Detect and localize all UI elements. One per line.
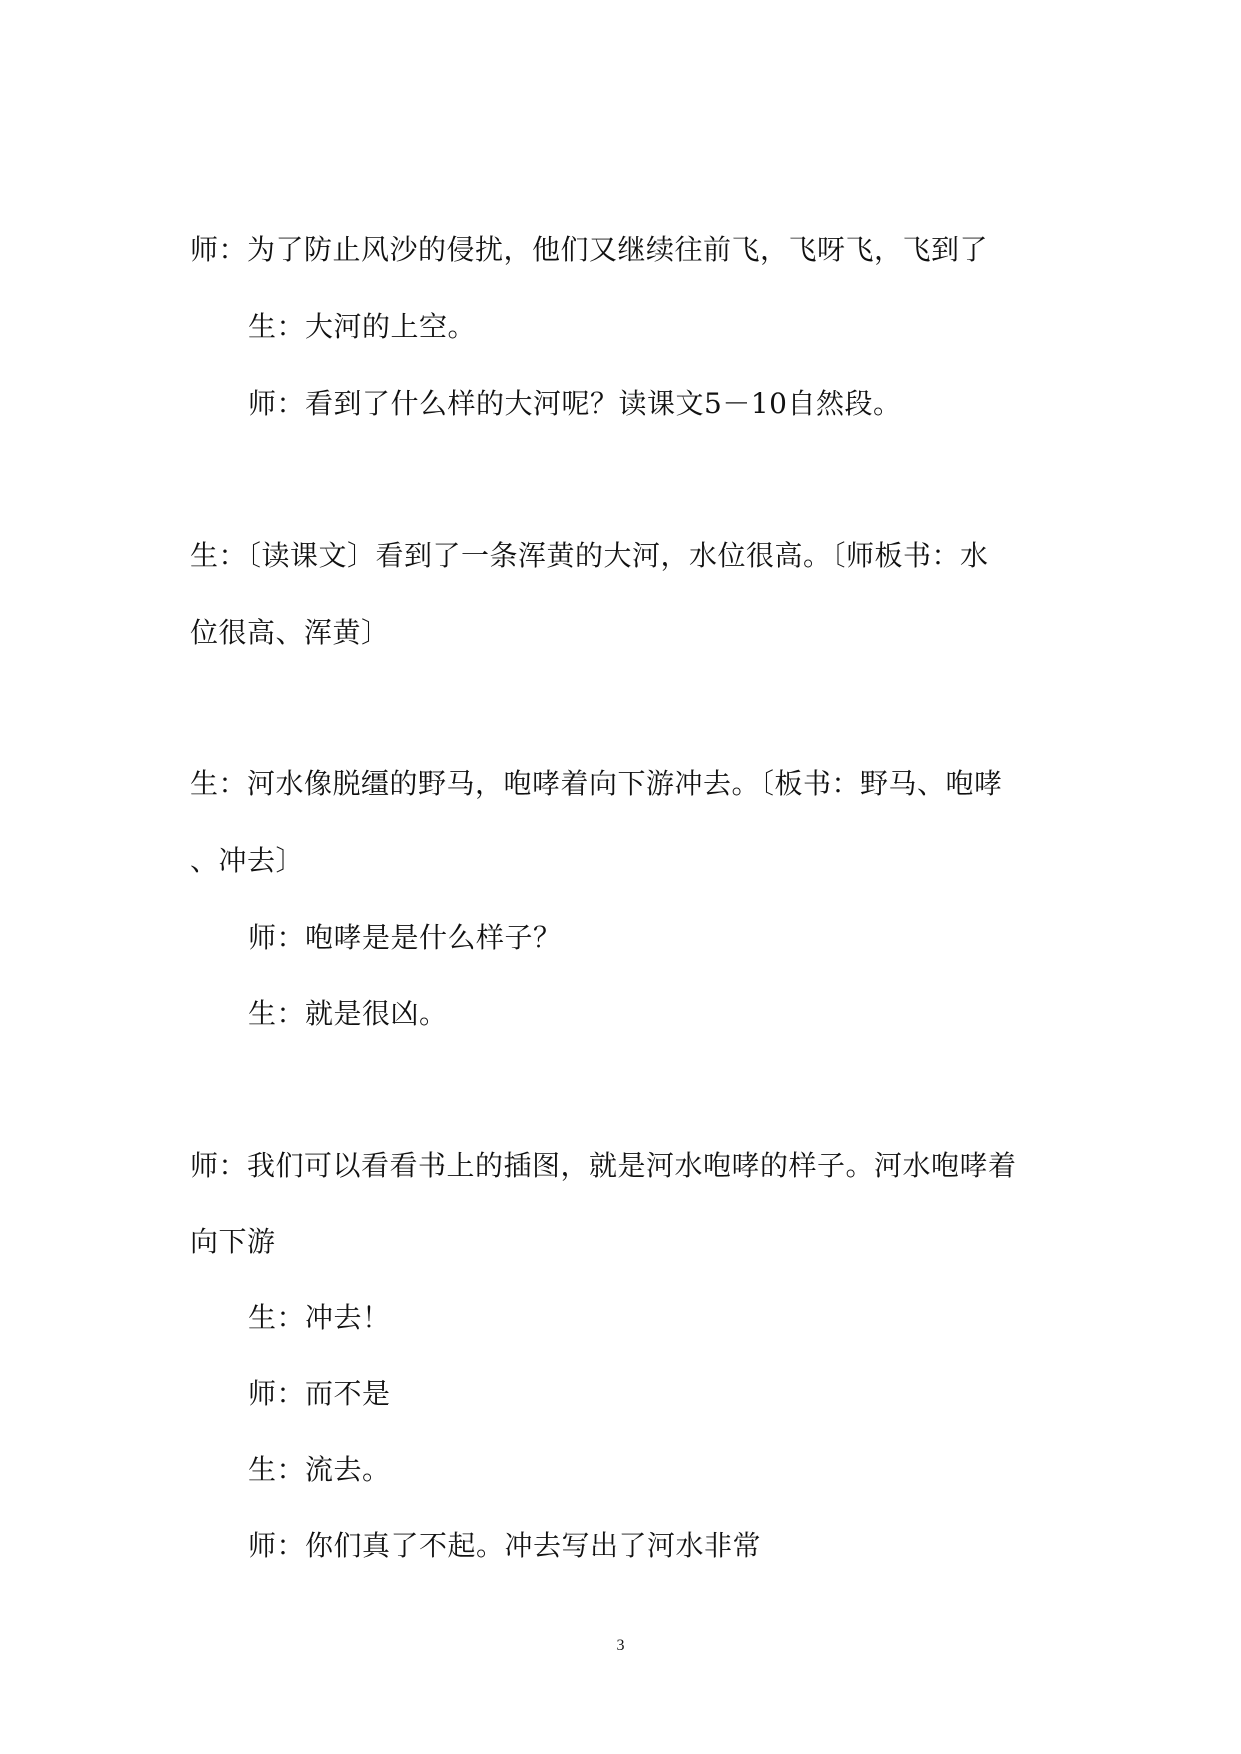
page-number: 3 xyxy=(616,1637,625,1654)
paragraph-line: 师：为了防止风沙的侵扰，他们又继续往前飞，飞呀飞，飞到了 xyxy=(190,233,989,266)
paragraph-line: 师：而不是 xyxy=(248,1377,391,1410)
paragraph-line: 师：咆哮是是什么样子？ xyxy=(248,921,562,954)
paragraph-line: 向下游 xyxy=(190,1225,276,1258)
paragraph-line: 生：冲去！ xyxy=(248,1301,391,1334)
paragraph-line: 师：看到了什么样的大河呢？读课文5－10自然段。 xyxy=(248,387,902,420)
paragraph-line: 生：河水像脱缰的野马，咆哮着向下游冲去。〔板书：野马、咆哮 xyxy=(190,767,1003,800)
paragraph-line: 生：〔读课文〕看到了一条浑黄的大河，水位很高。〔师板书：水 xyxy=(190,539,989,572)
paragraph-line: 师：我们可以看看书上的插图，就是河水咆哮的样子。河水咆哮着 xyxy=(190,1149,1017,1182)
paragraph-line: 生：就是很凶。 xyxy=(248,997,448,1030)
paragraph-line: 生：流去。 xyxy=(248,1453,391,1486)
paragraph-line: 生：大河的上空。 xyxy=(248,310,477,343)
paragraph-line: 师：你们真了不起。冲去写出了河水非常 xyxy=(248,1529,762,1562)
paragraph-line: 位很高、浑黄〕 xyxy=(190,616,390,649)
paragraph-line: 、冲去〕 xyxy=(190,844,305,877)
